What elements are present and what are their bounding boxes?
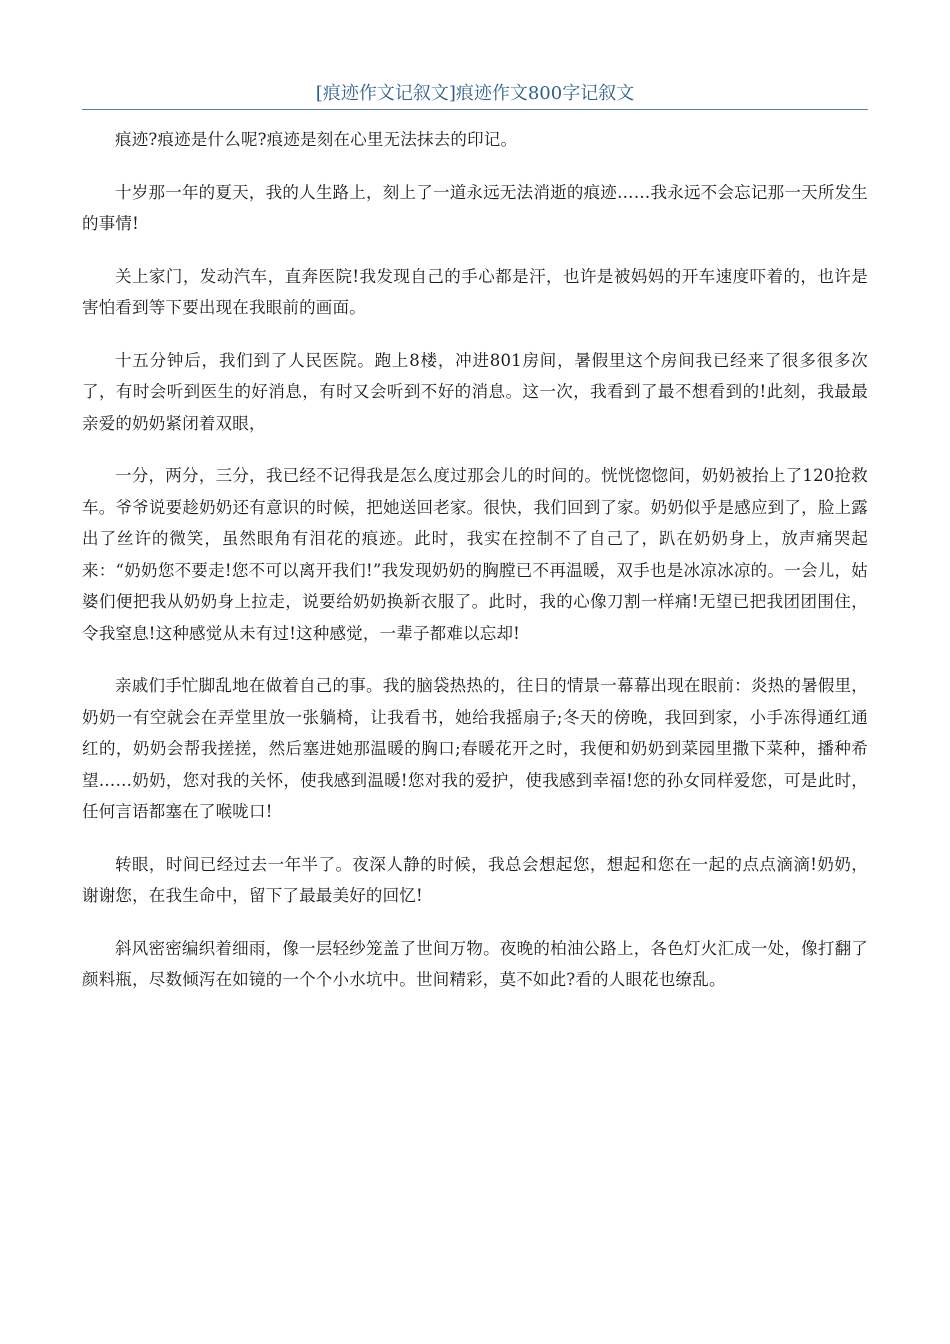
paragraph-1: 痕迹?痕迹是什么呢?痕迹是刻在心里无法抹去的印记。 — [115, 130, 518, 149]
paragraph-4: 十五分钟后，我们到了人民医院。跑上8楼，冲进801房间，暑假里这个房间我已经来了很多很多次了，有时会听到医生的好消息，有时又会听到不好的消息。这一次，我看到了最不想看到的!此刻，我最最亲爱的奶奶紧闭着双眼， — [82, 350, 868, 433]
document-header-title: [痕迹作文记叙文]痕迹作文800字记叙文 — [315, 83, 635, 104]
paragraph-3: 关上家门，发动汽车，直奔医院!我发现自己的手心都是汗，也许是被妈妈的开车速度吓着的，也许是害怕看到等下要出现在我眼前的画面。 — [82, 266, 868, 317]
document-body — [82, 124, 868, 1017]
paragraph-2: 十岁那一年的夏天，我的人生路上，刻上了一道永远无法消逝的痕迹……我永远不会忘记那一天所发生的事情! — [82, 182, 868, 233]
paragraph-5: 一分，两分，三分，我已经不记得我是怎么度过那会儿的时间的。恍恍惚惚间，奶奶被抬上了120抢救车。爷爷说要趁奶奶还有意识的时候，把她送回老家。很快，我们回到了家。奶奶似乎是感应到了，脸上露出了丝许的微笑，虽然眼角有泪花的痕迹。此时，我实在控制不了自己了，趴在奶奶身上，放声痛哭起来：“奶奶您不要走!您不可以离开我们!”我发现奶奶的胸膛已不再温暖，双手也是冰凉冰凉的。一会儿，姑婆们便把我从奶奶身上拉走，说要给奶奶换新衣服了。此时，我的心像刀割一样痛!无望已把我团团围住，令我窒息!这种感觉从未有过!这种感觉，一辈子都难以忘却! — [82, 466, 868, 643]
paragraph-6: 亲戚们手忙脚乱地在做着自己的事。我的脑袋热热的，往日的情景一幕幕出现在眼前：炎热的暑假里，奶奶一有空就会在弄堂里放一张躺椅，让我看书，她给我摇扇子;冬天的傍晚，我回到家，小手冻得通红通红的，奶奶会帮我搓搓，然后塞进她那温暖的胸口;春暖花开之时，我便和奶奶到菜园里撒下菜种，播种希望……奶奶，您对我的关怀，使我感到温暖!您对我的爱护，使我感到幸福!您的孙女同样爱您，可是此时，任何言语都塞在了喉咙口! — [82, 676, 868, 821]
header-divider — [82, 109, 868, 110]
paragraph-8: 斜风密密编织着细雨，像一层轻纱笼盖了世间万物。夜晚的柏油公路上，各色灯火汇成一处，像打翻了颜料瓶，尽数倾泻在如镜的一个个小水坑中。世间精彩，莫不如此?看的人眼花也缭乱。 — [82, 938, 868, 989]
paragraph-7: 转眼，时间已经过去一年半了。夜深人静的时候，我总会想起您，想起和您在一起的点点滴滴!奶奶，谢谢您，在我生命中，留下了最最美好的回忆! — [82, 854, 868, 905]
